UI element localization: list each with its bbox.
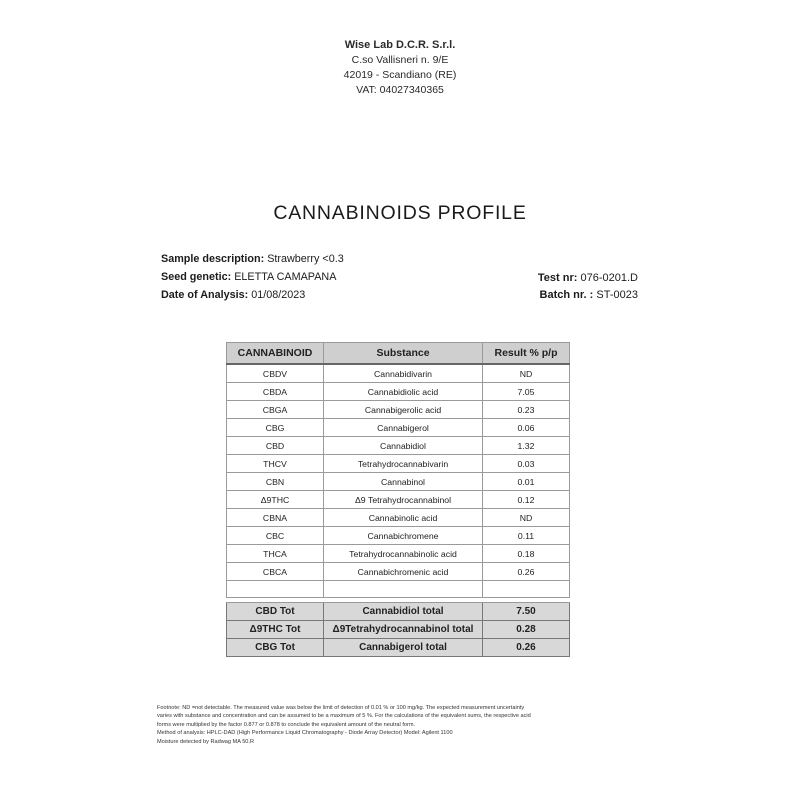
cannabinoid-table (226, 342, 570, 657)
table-header-row (227, 343, 570, 365)
cannabinoid-cell: CBN (227, 473, 324, 491)
table-row (227, 383, 570, 401)
header-cannabinoid: CANNABINOID (227, 343, 324, 365)
empty-cell (227, 581, 324, 598)
result-cell: 1.32 (483, 437, 570, 455)
result-cell: 7.05 (483, 383, 570, 401)
seed-genetic-value: ELETTA CAMAPANA (234, 271, 337, 283)
table-row (227, 401, 570, 419)
result-cell: 0.11 (483, 527, 570, 545)
total-substance-cell: Δ9Tetrahydrocannabinol total (324, 621, 483, 639)
footnote-line: Moisture detected by Radwag MA 50.R (157, 738, 255, 745)
batch-number-label: Batch nr. : (539, 289, 594, 301)
sample-description-value: Strawberry <0.3 (267, 253, 344, 265)
cannabinoid-cell: CBC (227, 527, 324, 545)
batch-number-row (538, 287, 638, 304)
table-row (227, 455, 570, 473)
test-number-row (538, 270, 638, 287)
cannabinoid-cell: CBGA (227, 401, 324, 419)
lab-name: Wise Lab D.C.R. S.r.l. (344, 39, 456, 51)
lab-header (0, 38, 800, 98)
total-result-cell: 7.50 (483, 603, 570, 621)
substance-cell: Cannabidivarin (324, 364, 483, 383)
result-cell: ND (483, 364, 570, 383)
header-substance: Substance (324, 343, 483, 365)
total-result-cell: 0.28 (483, 621, 570, 639)
substance-cell: Δ9 Tetrahydrocannabinol (324, 491, 483, 509)
result-cell: 0.12 (483, 491, 570, 509)
footnote-line: varies with substance and concentration and can be assumed to be a maximum of 5 %. For the calculations of the equivalent sums, the respective acid (157, 713, 531, 720)
test-number-label: Test nr: (537, 272, 578, 284)
result-cell: 0.26 (483, 563, 570, 581)
cannabinoid-cell: Δ9THC (227, 491, 324, 509)
substance-cell: Cannabidiolic acid (324, 383, 483, 401)
sample-description-label: Sample description: (161, 253, 265, 265)
substance-cell: Tetrahydrocannabivarin (324, 455, 483, 473)
total-label-cell: CBG Tot (227, 639, 324, 657)
date-of-analysis-label: Date of Analysis: (161, 289, 249, 301)
substance-cell: Cannabinol (324, 473, 483, 491)
empty-cell (324, 581, 483, 598)
total-substance-cell: Cannabidiol total (324, 603, 483, 621)
test-number-value: 076-0201.D (580, 272, 638, 284)
document-title: CANNABINOIDS PROFILE (273, 202, 527, 224)
test-info (538, 270, 638, 304)
footnote (157, 704, 639, 746)
result-cell: 0.01 (483, 473, 570, 491)
result-cell: 0.03 (483, 455, 570, 473)
table-row (227, 509, 570, 527)
result-cell: 0.23 (483, 401, 570, 419)
seed-genetic-row (161, 268, 344, 286)
table-row (227, 364, 570, 383)
header-result: Result % p/p (483, 343, 570, 365)
table-row (227, 491, 570, 509)
substance-cell: Cannabinolic acid (324, 509, 483, 527)
date-of-analysis-row (161, 286, 344, 304)
sample-description-row (161, 250, 344, 268)
table-row (227, 527, 570, 545)
footnote-line: Method of analysis: HPLC-DAD (High Performance Liquid Chromatography - Diode Array Detector) Model: Agilent 1100 (157, 730, 453, 737)
total-row (227, 603, 570, 621)
total-label-cell: CBD Tot (227, 603, 324, 621)
total-result-cell: 0.26 (483, 639, 570, 657)
total-label-cell: Δ9THC Tot (227, 621, 324, 639)
result-cell: 0.18 (483, 545, 570, 563)
cannabinoid-cell: THCV (227, 455, 324, 473)
total-row (227, 639, 570, 657)
result-cell: ND (483, 509, 570, 527)
substance-cell: Cannabigerol (324, 419, 483, 437)
table-row (227, 545, 570, 563)
total-row (227, 621, 570, 639)
date-of-analysis-value: 01/08/2023 (251, 289, 306, 301)
table-row (227, 563, 570, 581)
substance-cell: Cannabidiol (324, 437, 483, 455)
lab-address-line-1: C.so Vallisneri n. 9/E (351, 54, 449, 66)
table-row (227, 437, 570, 455)
result-cell: 0.06 (483, 419, 570, 437)
table-row (227, 473, 570, 491)
batch-number-value: ST-0023 (596, 289, 638, 301)
cannabinoid-cell: CBCA (227, 563, 324, 581)
seed-genetic-label: Seed genetic: (161, 271, 232, 283)
table-row (227, 419, 570, 437)
sample-info (161, 250, 344, 304)
lab-address-line-2: 42019 - Scandiano (RE) (343, 69, 457, 81)
cannabinoid-cell: CBDV (227, 364, 324, 383)
cannabinoid-cell: THCA (227, 545, 324, 563)
footnote-line: Footnote: ND =not detectable. The measured value was below the limit of detection of 0.01 % or 100 mg/kg. The expected measurement uncertainty (157, 705, 525, 711)
substance-cell: Cannabichromenic acid (324, 563, 483, 581)
substance-cell: Cannabigerolic acid (324, 401, 483, 419)
cannabinoid-cell: CBDA (227, 383, 324, 401)
cannabinoid-cell: CBNA (227, 509, 324, 527)
total-substance-cell: Cannabigerol total (324, 639, 483, 657)
substance-cell: Cannabichromene (324, 527, 483, 545)
empty-row (227, 581, 570, 598)
lab-vat: VAT: 04027340365 (356, 84, 444, 96)
footnote-line: forms were multiplied by the factor 0.877 or 0.878 to conclude the equivalent amount of the neutral form. (157, 721, 416, 728)
substance-cell: Tetrahydrocannabinolic acid (324, 545, 483, 563)
cannabinoid-cell: CBG (227, 419, 324, 437)
cannabinoid-cell: CBD (227, 437, 324, 455)
empty-cell (483, 581, 570, 598)
